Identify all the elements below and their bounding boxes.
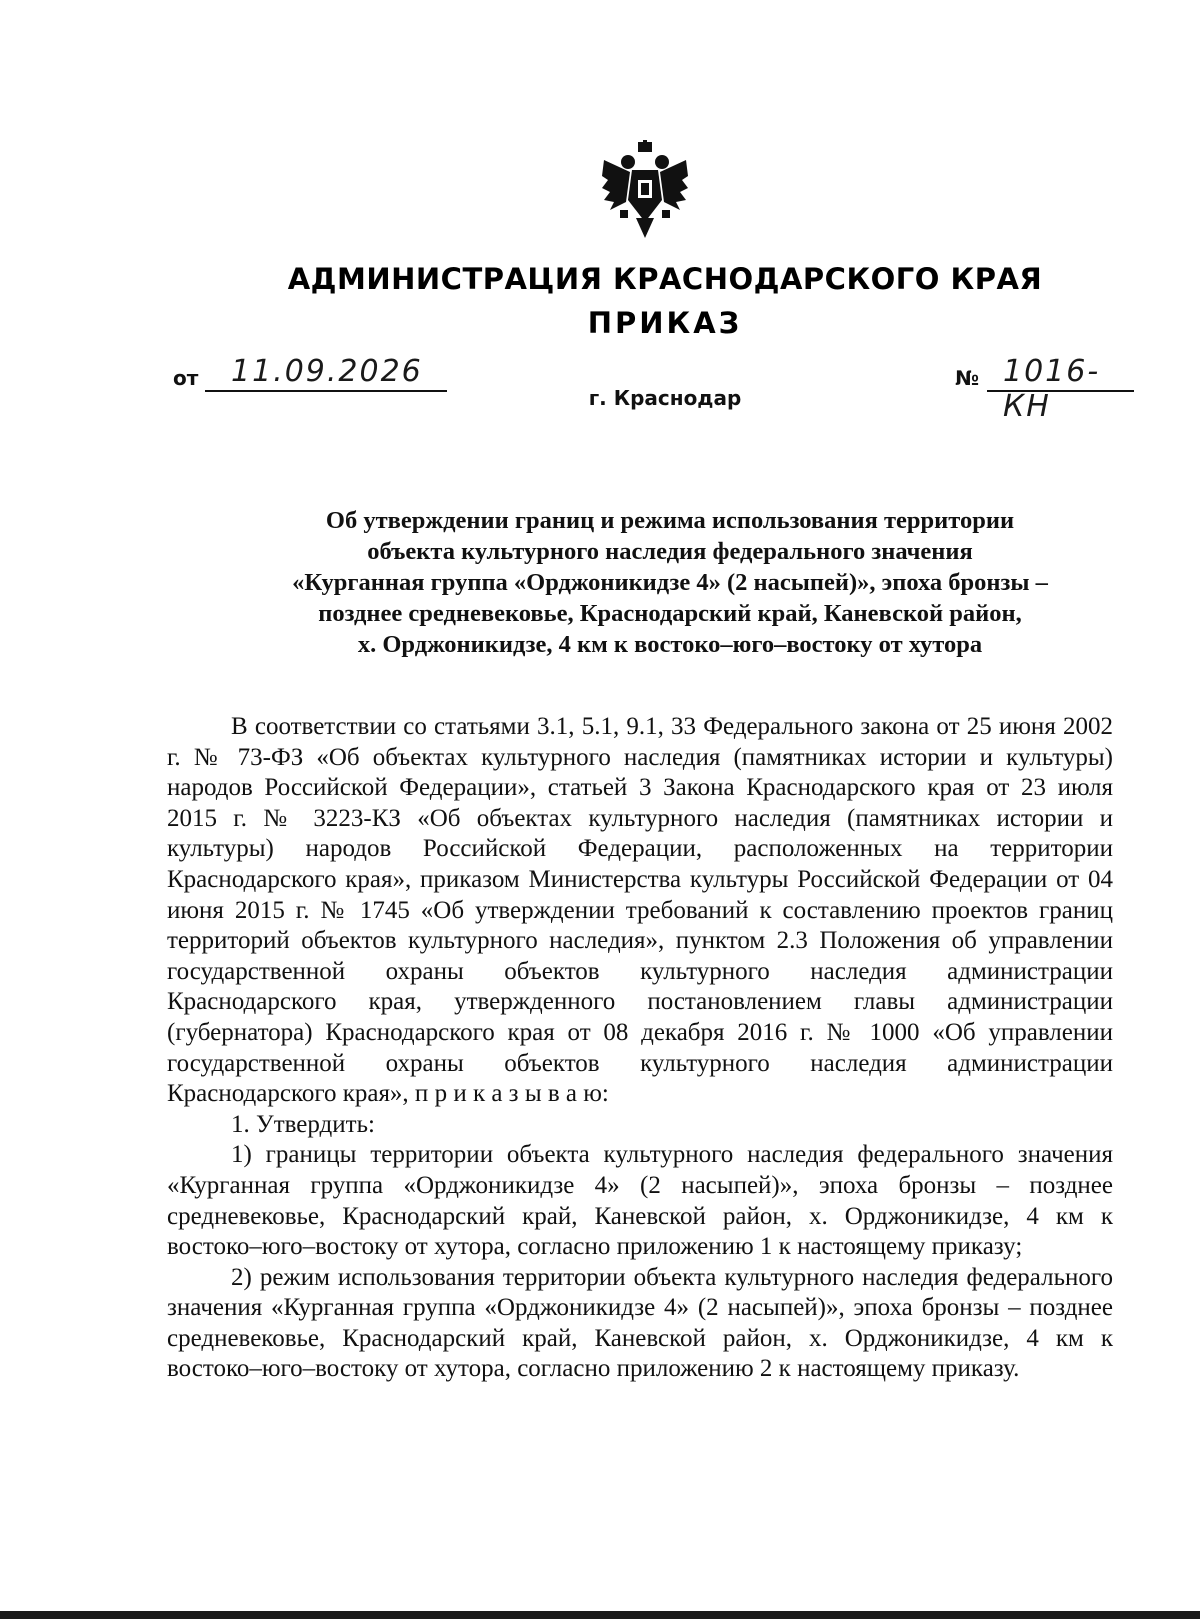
document-type: ПРИКАЗ (587, 306, 743, 340)
title-line: позднее средневековье, Краснодарский край, Каневской район, (318, 600, 1022, 627)
date-label: от (173, 366, 199, 390)
scan-edge (0, 1611, 1200, 1619)
title-line: объекта культурного наследия федерального значения (367, 538, 973, 565)
number-underline (987, 390, 1134, 392)
document-body (167, 712, 1113, 1385)
order-item-1: 1) границы территории объекта культурного наследия федерального значения «Курганная группа «Орджоникидзе 4» (2 насыпей)», эпоха бронзы – позднее средневековье, Краснодарский край, Каневской район, х. Орджоникидзе, 4 км к востоко–юго–востоку от хутора, согласно приложению 1 к настоящему приказу; (167, 1141, 1113, 1261)
number-field (955, 354, 1135, 424)
organization-name: АДМИНИСТРАЦИЯ КРАСНОДАРСКОГО КРАЯ (287, 262, 1043, 296)
handwritten-number: 1016-КН (1003, 354, 1101, 424)
number-label: № (955, 366, 980, 390)
preamble-paragraph: В соответствии со статьями 3.1, 5.1, 9.1, 33 Федерального закона от 25 июня 2002 г. № 73-ФЗ «Об объектах культурного наследия (памятниках истории и культуры) народов Российской Федерации», статьей 3 Закона Краснодарского края от 23 июля 2015 г. № 3223-КЗ «Об объектах культурного наследия (памятниках истории и культуры) народов Российской Федерации, расположенных на территории Краснодарского края», приказом Министерства культуры Российской Федерации от 04 июня 2015 г. № 1745 «Об утверждении требований к составлению проектов границ территорий объектов культурного наследия», пунктом 2.3 Положения об управлении государственной охраны объектов культурного наследия администрации Краснодарского края, утвержденного постановлением главы администрации (губернатора) Краснодарского края от 08 декабря 2016 г. № 1000 «Об управлении государственной охраны объектов культурного наследия администрации Краснодарского края», п р и к а з ы в а ю: (167, 713, 1113, 1108)
title-line: «Курганная группа «Орджоникидзе 4» (2 насыпей)», эпоха бронзы – (292, 569, 1048, 596)
order-paragraph: 1. Утвердить: (231, 1110, 375, 1138)
coat-of-arms-icon (600, 140, 690, 240)
title-line: х. Орджоникидзе, 4 км к востоко–юго–востоку от хутора (357, 631, 983, 658)
city: г. Краснодар (588, 386, 742, 410)
document-title (175, 505, 1165, 660)
title-line: Об утверждении границ и режима использования территории (325, 507, 1015, 534)
order-item-2: 2) режим использования территории объекта культурного наследия федерального значения «Курганная группа «Орджоникидзе 4» (2 насыпей)», эпоха бронзы – позднее средневековье, Краснодарский край, Каневской район, х. Орджоникидзе, 4 км к востоко–юго–востоку от хутора, согласно приложению 2 к настоящему приказу. (167, 1263, 1113, 1383)
handwritten-date: 11.09.2026 (231, 354, 423, 389)
